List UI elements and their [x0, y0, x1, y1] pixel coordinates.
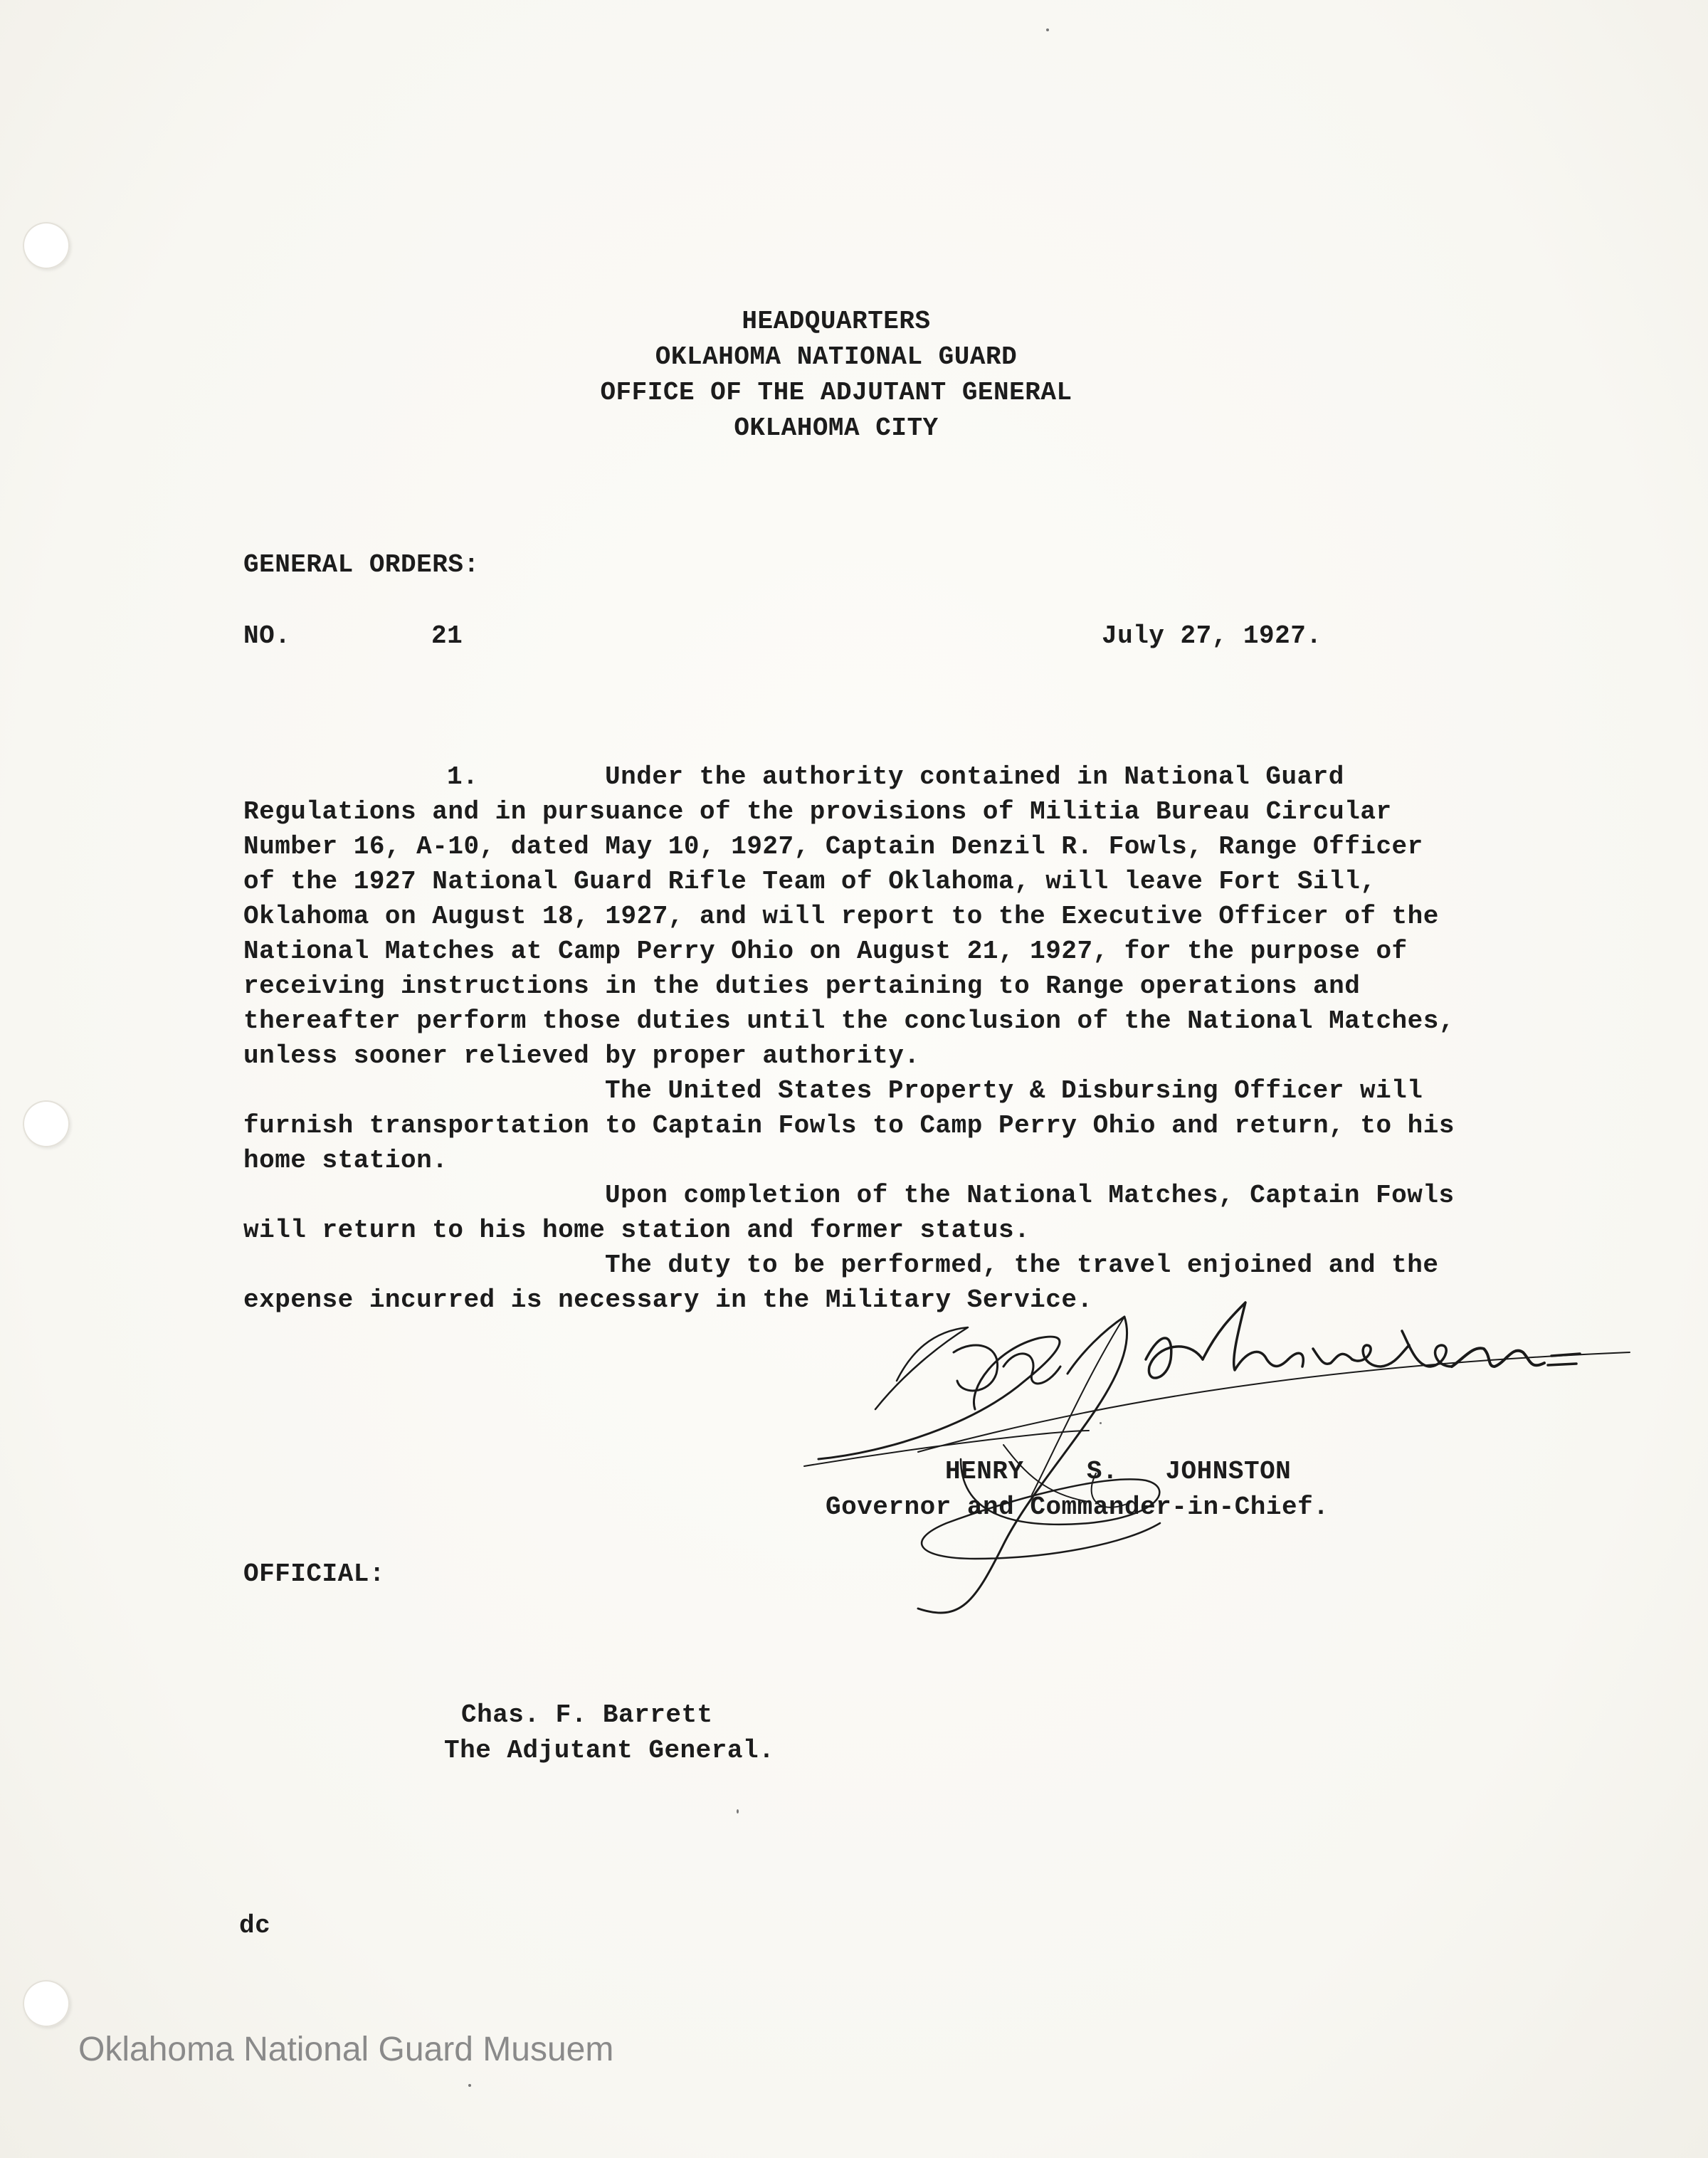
header-guard: OKLAHOMA NATIONAL GUARD [655, 342, 1018, 372]
body-line: National Matches at Camp Perry Ohio on August 21, 1927, for the purpose of [243, 937, 1408, 966]
typist-initials: dc [239, 1911, 271, 1940]
order-date: July 27, 1927. [1102, 621, 1322, 651]
body-line: Oklahoma on August 18, 1927, and will report to the Executive Officer of the [243, 902, 1439, 931]
body-line: furnish transportation to Captain Fowls to Camp Perry Ohio and return, to his [243, 1111, 1455, 1140]
paper-speck [468, 2084, 471, 2087]
body-line: thereafter perform those duties until the conclusion of the National Matches, [243, 1006, 1455, 1036]
body-line: unless sooner relieved by proper authority. [243, 1041, 920, 1070]
binder-hole [23, 1980, 70, 2027]
body-line: Number 16, A-10, dated May 10, 1927, Captain Denzil R. Fowls, Range Officer [243, 832, 1423, 861]
body-line: Upon completion of the National Matches, Captain Fowls [605, 1181, 1455, 1210]
body-line: The duty to be performed, the travel enjoined and the [605, 1251, 1439, 1280]
body-line: home station. [243, 1146, 448, 1175]
handwritten-signature [790, 1288, 1672, 1687]
signer-title: Governor and Commander-in-Chief. [826, 1493, 1329, 1522]
body-line: of the 1927 National Guard Rifle Team of Oklahoma, will leave Fort Sill, [243, 867, 1376, 896]
paragraph-number: 1. [447, 762, 479, 791]
order-number-label: NO. [243, 621, 291, 651]
order-number-value: 21 [431, 621, 463, 651]
paper-speck [737, 1809, 739, 1814]
official-title: The Adjutant General. [444, 1736, 775, 1765]
binder-hole [23, 222, 70, 269]
paper-speck [1046, 28, 1049, 31]
header-headquarters: HEADQUARTERS [742, 307, 931, 336]
body-line: Regulations and in pursuance of the provisions of Militia Bureau Circular [243, 797, 1392, 826]
signer-name: HENRY S. JOHNSTON [945, 1457, 1292, 1486]
header-city: OKLAHOMA CITY [734, 414, 939, 443]
header-office: OFFICE OF THE ADJUTANT GENERAL [600, 378, 1072, 407]
official-name: Chas. F. Barrett [461, 1700, 713, 1730]
body-line: receiving instructions in the duties pertaining to Range operations and [243, 972, 1361, 1001]
general-orders-label: GENERAL ORDERS: [243, 550, 480, 579]
official-label: OFFICIAL: [243, 1559, 385, 1589]
body-line: will return to his home station and former status. [243, 1216, 1030, 1245]
museum-watermark: Oklahoma National Guard Musuem [78, 2031, 614, 2068]
body-line: The United States Property & Disbursing Officer will [605, 1076, 1423, 1105]
body-line: expense incurred is necessary in the Military Service. [243, 1285, 1093, 1315]
body-line: Under the authority contained in National Guard [605, 762, 1344, 791]
binder-hole [23, 1100, 70, 1147]
